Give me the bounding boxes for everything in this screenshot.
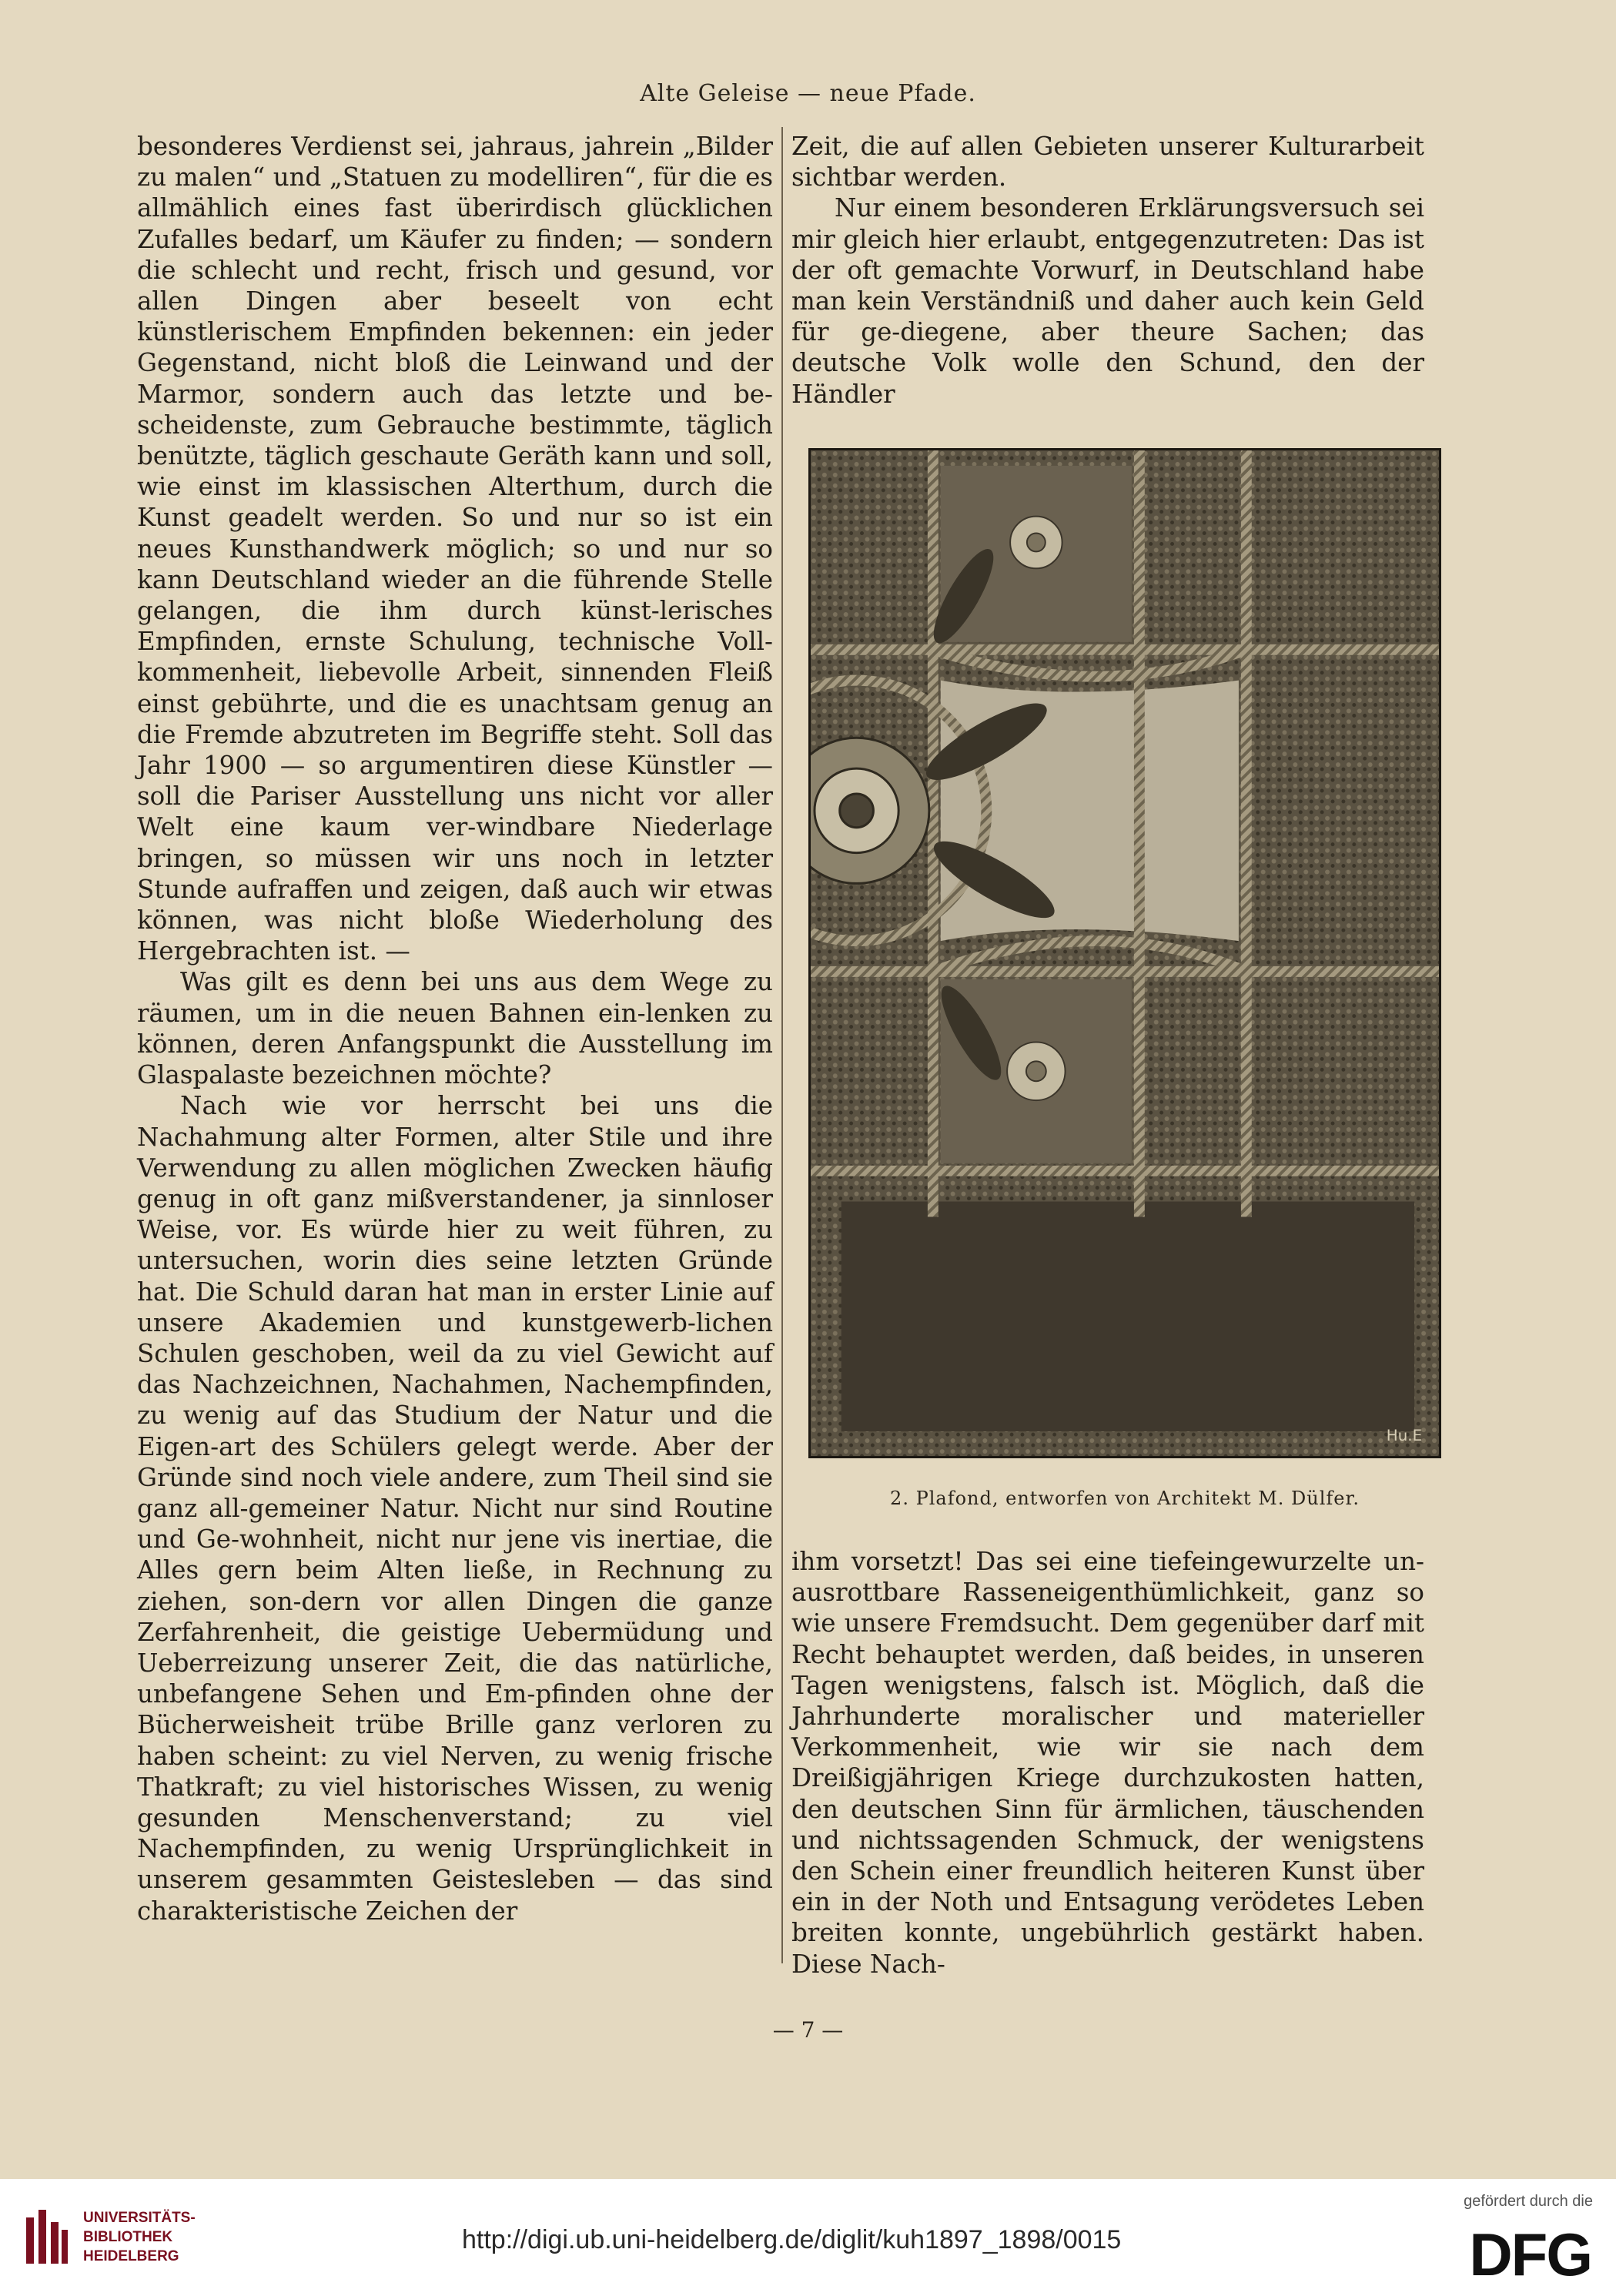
paragraph: ihm vorsetzt! Das sei eine tiefeingewurzelte un-ausrottbare Rasseneigenthümlichkeit, ganz so wie unsere Fremdsucht. Dem gegenüber darf mit Recht behauptet werden, daß beides, in unseren Tagen wenigstens, falsch ist. Möglich, daß die Jahrhunderte moralischer und materieller Verkommenheit, wie wir sie nach dem Dreißigjährigen Kriege durchzukosten hatten, den deutschen Sinn für ärmlichen, täuschenden und nichtssagenden Schmuck, der wenigstens den Schein einer freundlich heiteren Kunst über ein in der Noth und Entsagung verödetes Leben breiten konnte, ungebührlich gestärkt haben. Diese Nach- <box>791 1547 1424 1979</box>
plate-monogram: Hu.E <box>1386 1427 1423 1445</box>
paragraph: Was gilt es denn bei uns aus dem Wege zu räumen, um in die neuen Bahnen ein-lenken zu können, deren Anfangspunkt die Ausstellung im Glaspalaste bezeichnen möchte? <box>137 967 773 1090</box>
page-number: — 7 — <box>772 2017 844 2043</box>
plate-caption: 2. Plafond, entworfen von Architekt M. Dülfer. <box>890 1488 1360 1509</box>
right-column-bottom <box>791 1546 1424 1980</box>
paragraph: Nach wie vor herrscht bei uns die Nachahmung alter Formen, alter Stile und ihre Verwendung zu allen möglichen Zwecken häufig genug in oft ganz mißverstandener, ja sinnloser Weise, vor. Es würde hier zu weit führen, zu untersuchen, worin dies seine letzten Gründe hat. Die Schuld daran hat man in erster Linie auf unsere Akademien und kunstgewerb-lichen Schulen geschoben, weil da zu viel Gewicht auf das Nachzeichnen, Nachahmen, Nachempfinden, zu wenig auf das Studium der Natur und die Eigen-art des Schülers gelegt werde. Aber der Gründe sind noch viele andere, zum Theil sind sie ganz all-gemeiner Natur. Nicht nur sind Routine und Ge-wohnheit, nicht nur jene vis inertiae, die Alles gern beim Alten ließe, in Rechnung zu ziehen, son-dern vor allen Dingen die ganze Zerfahrenheit, die geistige Uebermüdung und Ueberreizung unserer Zeit, die das natürliche, unbefangene Sehen und Em-pfinden ohne der Bücherweisheit trübe Brille ganz verloren zu haben scheint: zu viel Nerven, zu wenig frische Thatkraft; zu viel historisches Wissen, zu wenig gesunden Menschenverstand; zu viel Nachempfinden, zu wenig Ursprünglichkeit in unserem gesammten Geistesleben — das sind charakteristische Zeichen der <box>137 1091 773 1926</box>
column-divider <box>781 127 783 1963</box>
permalink-url[interactable]: http://digi.ub.uni-heidelberg.de/diglit/kuh1897_1898/0015 <box>462 2225 1122 2254</box>
ceiling-plate-illustration <box>808 448 1441 1458</box>
library-name-line: UNIVERSITÄTS- <box>83 2210 196 2226</box>
dfg-logo: DFG <box>1469 2221 1591 2288</box>
paragraph: besonderes Verdienst sei, jahraus, jahrein „Bilder zu malen“ und „Statuen zu modelliren“, für die es allmählich eines fast überirdisch glücklichen Zufalles bedarf, um Käufer zu finden; — sondern die schlecht und recht, frisch und gesund, vor allen Dingen aber beseelt von echt künstlerischem Empfinden bekennen: ein jeder Gegenstand, nicht bloß die Leinwand und der Marmor, sondern auch das letzte und be-scheidenste, zum Gebrauche bestimmte, täglich benützte, täglich geschaute Geräth kann und soll, wie einst im klassischen Alterthum, durch die Kunst geadelt werden. So und nur so ist ein neues Kunsthandwerk möglich; so und nur so kann Deutschland wieder an die führende Stelle gelangen, die ihm durch künst-lerisches Empfinden, ernste Schulung, technische Voll-kommenheit, liebevolle Arbeit, sinnenden Fleiß einst gebührte, und die es unachtsam genug an die Fremde abzutreten im Begriffe steht. Soll das Jahr 1900 — so argumentiren diese Künstler — soll die Pariser Ausstellung uns nicht vor aller Welt eine kaum ver-windbare Niederlage bringen, so müssen wir uns noch in letzter Stunde aufraffen und zeigen, daß auch wir etwas können, was nicht bloße Wiederholung des Hergebrachten ist. — <box>137 132 773 966</box>
paragraph: Zeit, die auf allen Gebieten unserer Kulturarbeit sichtbar werden. <box>791 132 1424 192</box>
digitization-footer <box>0 2179 1616 2296</box>
library-name-line: BIBLIOTHEK <box>83 2229 173 2245</box>
running-head: Alte Geleise — neue Pfade. <box>640 80 976 107</box>
paragraph: Nur einem besonderen Erklärungsversuch sei mir gleich hier erlaubt, entgegenzutreten: Das ist der oft gemachte Vorwurf, in Deutschland habe man kein Verständniß und daher auch kein Geld für ge-diegene, aber theure Sachen; das deutsche Volk wolle den Schund, den der Händler <box>791 193 1424 409</box>
funder-note: gefördert durch die <box>1464 2193 1593 2210</box>
library-name <box>83 2208 196 2266</box>
ceiling-ornament-image <box>811 450 1439 1456</box>
right-column-top <box>791 131 1424 410</box>
university-library-logo-icon <box>22 2207 71 2268</box>
library-name-line: HEIDELBERG <box>83 2248 179 2264</box>
left-column <box>137 131 773 1926</box>
